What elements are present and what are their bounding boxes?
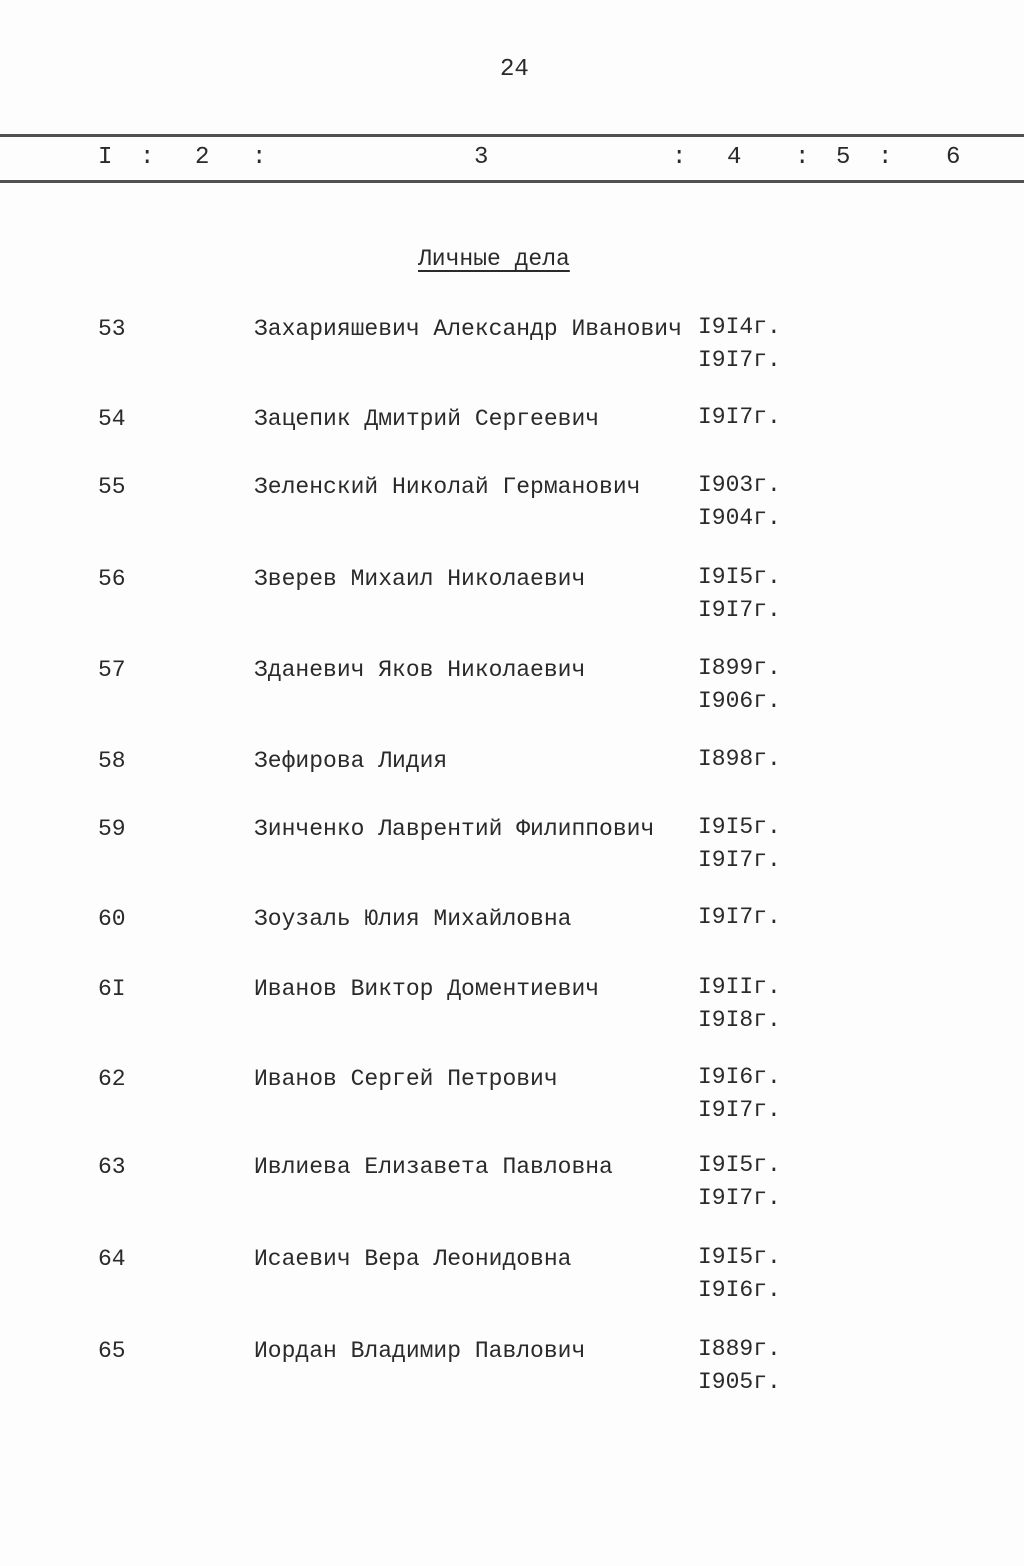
entry-years [698,561,781,627]
header-rule-top [0,134,1024,137]
column-separator: : [140,144,155,171]
entry-years [698,311,781,377]
entry-number: 64 [98,1246,126,1272]
entry-year: I889г. [698,1336,781,1362]
column-number: 3 [474,144,489,171]
entry-year: I9I7г. [698,847,781,873]
page-number: 24 [500,56,529,83]
entry-year: I904г. [698,505,781,531]
column-separator: : [795,144,810,171]
entry-number: 59 [98,816,126,842]
entry-years [698,1241,781,1307]
entry-year: I903г. [698,472,781,498]
entry-number: 58 [98,748,126,774]
entry-name: Иванов Виктор Доментиевич [254,976,600,1002]
entry-name: Зоузаль Юлия Михайловна [254,906,572,932]
entry-year: I9I7г. [698,1097,781,1123]
column-separator: : [252,144,267,171]
column-number: 5 [836,144,851,171]
entry-year: I9I5г. [698,814,781,840]
entry-year: I898г. [698,746,781,772]
entry-year: I9I7г. [698,404,781,430]
entry-year: I9I6г. [698,1064,781,1090]
entry-name: Иванов Сергей Петрович [254,1066,558,1092]
entry-number: 55 [98,474,126,500]
entry-years [698,971,781,1037]
entry-years [698,811,781,877]
column-number: 6 [946,144,961,171]
entry-year: I9I5г. [698,1244,781,1270]
entry-year: I9IIг. [698,974,781,1000]
entry-number: 60 [98,906,126,932]
header-rule-bottom [0,180,1024,183]
entry-number: 6I [98,976,126,1002]
entry-number: 57 [98,657,126,683]
entry-year: I9I5г. [698,1152,781,1178]
entry-name: Зацепик Дмитрий Сергеевич [254,406,600,432]
entry-year: I9I7г. [698,597,781,623]
column-number: 2 [195,144,210,171]
entry-year: I9I4г. [698,314,781,340]
entry-years [698,469,781,535]
entry-year: I899г. [698,655,781,681]
column-number: 4 [727,144,742,171]
column-separator: : [878,144,893,171]
column-number: I [98,144,113,171]
entry-year: I9I6г. [698,1277,781,1303]
section-title: Личные дела [418,246,570,272]
entry-number: 56 [98,566,126,592]
entry-number: 65 [98,1338,126,1364]
entry-year: I9I7г. [698,347,781,373]
entry-year: I905г. [698,1369,781,1395]
entry-name: Зданевич Яков Николаевич [254,657,586,683]
entry-number: 63 [98,1154,126,1180]
entry-year: I906г. [698,688,781,714]
column-separator: : [672,144,687,171]
entry-name: Зверев Михаил Николаевич [254,566,586,592]
entry-years [698,1149,781,1215]
entry-years [698,1061,781,1127]
entry-year: I9I7г. [698,1185,781,1211]
entry-name: Иордан Владимир Павлович [254,1338,586,1364]
entry-number: 54 [98,406,126,432]
entry-number: 62 [98,1066,126,1092]
entry-years [698,1333,781,1399]
entry-years [698,901,781,934]
entry-name: Исаевич Вера Леонидовна [254,1246,572,1272]
entry-year: I9I5г. [698,564,781,590]
entry-name: Зефирова Лидия [254,748,448,774]
entry-name: Ивлиева Елизавета Павловна [254,1154,613,1180]
entry-name: Захарияшевич Александр Иванович [254,316,682,342]
entry-years [698,743,781,776]
entry-year: I9I8г. [698,1007,781,1033]
entry-years [698,652,781,718]
entry-number: 53 [98,316,126,342]
entry-name: Зеленский Николай Германович [254,474,641,500]
entry-name: Зинченко Лаврентий Филиппович [254,816,655,842]
entry-years [698,401,781,434]
entry-year: I9I7г. [698,904,781,930]
